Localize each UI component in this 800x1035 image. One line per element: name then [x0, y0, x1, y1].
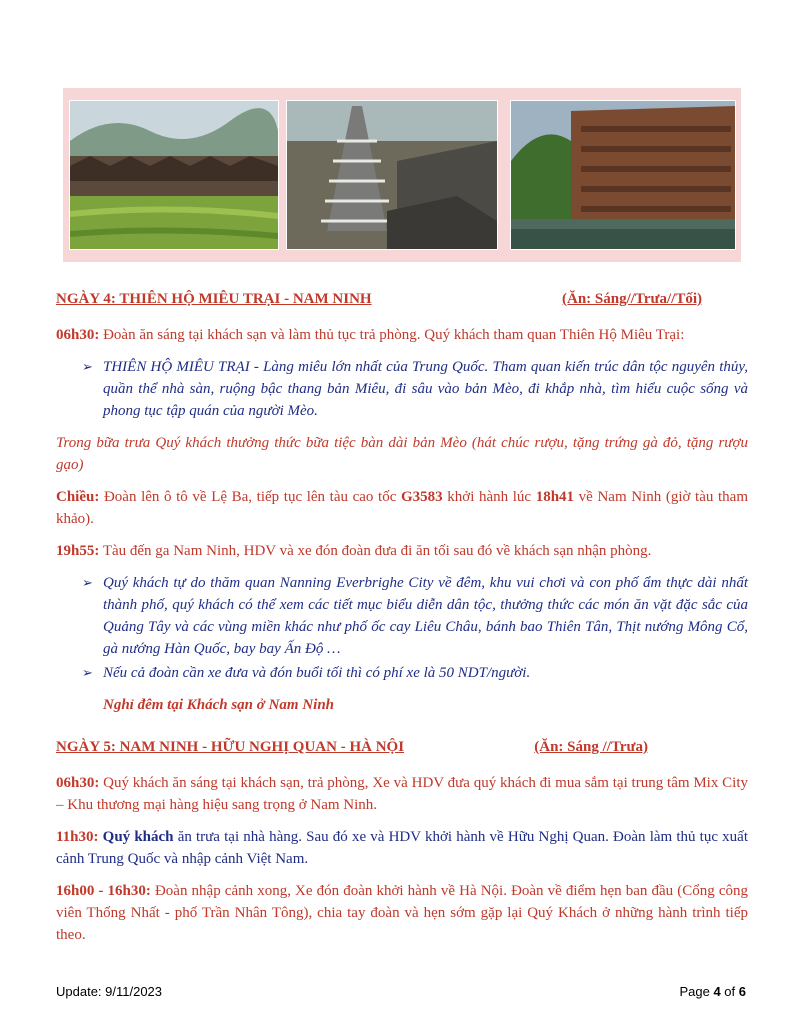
day5-heading: [56, 736, 748, 758]
village-terraces-photo: [69, 100, 279, 250]
day4-title: NGÀY 4: THIÊN HỘ MIÊU TRẠI - NAM NINH: [56, 291, 372, 307]
total-pages: 6: [738, 984, 746, 999]
day5-morning-paragraph: [56, 772, 748, 816]
day5-noon-paragraph: [56, 826, 748, 870]
arrow-bullet-icon: ➢: [82, 665, 93, 680]
arrow-bullet-icon: ➢: [82, 359, 93, 374]
paragraph-text: Đoàn nhập cảnh xong, Xe đón đoàn khởi hành về Hà Nội. Đoàn về điểm hẹn ban đầu (Cổng công viên Thống Nhất - phố Trần Nhân Tông), chia tay đoàn và hẹn sớm gặp lại Quý Khách ở những hành trình tiếp theo.: [56, 883, 748, 943]
riverside-stilt-houses-photo: [510, 100, 736, 250]
arrow-bullet-icon: ➢: [82, 575, 93, 590]
emphasis-text: Quý khách: [98, 829, 174, 845]
paragraph-text: Đoàn ăn sáng tại khách sạn và làm thủ tục trả phòng. Quý khách tham quan Thiên Hộ Miêu Trại:: [99, 327, 685, 343]
photo-strip: [63, 88, 741, 262]
list-item-text: Quý khách tự do thăm quan Nanning Everbrighe City về đêm, khu vui chơi và con phố ẩm thực dài nhất thành phố, quý khách có thể xem các tiết mục biểu diễn dân tộc, thưởng thức các món ăn vặt đặc sắc của Quảng Tây và các vùng miền khác như phố ốc cay Liêu Châu, bánh bao Thiên Tân, Thịt nướng Mông Cổ, gà nướng Hàn Quốc, bay bay Ấn Độ …: [103, 575, 748, 657]
day4-overnight-note: Nghỉ đêm tại Khách sạn ở Nam Ninh: [103, 697, 335, 713]
drum-tower-photo: [286, 100, 498, 250]
paragraph-text: về Nam Ninh (giờ tàu tham khảo).: [56, 489, 748, 527]
time-label: 06h30:: [56, 775, 100, 791]
time-label: 19h55:: [56, 543, 100, 559]
departure-time: 18h41: [535, 489, 575, 505]
time-label: 06h30:: [56, 327, 100, 343]
paragraph-text: ăn trưa tại nhà hàng. Sau đó xe và HDV khởi hành về Hữu Nghị Quan. Đoàn làm thủ tục xuất cảnh Trung Quốc và nhập cảnh Việt Nam.: [56, 829, 748, 867]
page-of: of: [720, 984, 739, 999]
paragraph-text: khởi hành lúc: [442, 489, 536, 505]
day4-lunch-note: Trong bữa trưa Quý khách thưởng thức bữa tiệc bàn dài bản Mèo (hát chúc rượu, tặng trứng gà đỏ, tặng rượu gạo): [56, 435, 748, 473]
day5-afternoon-paragraph: [56, 880, 748, 946]
day4-bullet-list-2: [56, 572, 748, 684]
train-code: G3583: [400, 489, 443, 505]
list-item-text: Nếu cả đoàn cần xe đưa và đón buổi tối thì có phí xe là 50 NDT/người.: [103, 665, 531, 681]
day4-morning-paragraph: [56, 324, 748, 346]
current-page: 4: [713, 984, 721, 999]
time-label: 16h00 - 16h30:: [56, 883, 151, 899]
list-item: [56, 356, 748, 422]
list-item: [56, 662, 748, 684]
time-label: Chiều:: [56, 489, 100, 505]
day4-bullet-list-1: [56, 356, 748, 422]
list-item-text: THIÊN HỘ MIÊU TRẠI - Làng miêu lớn nhất của Trung Quốc. Tham quan kiến trúc dân tộc nguyên thủy, quần thể nhà sàn, ruộng bậc thang bản Miêu, đi sâu vào bản Mèo, đi khắp nhà, tìm hiểu cuộc sống và phong tục tập quán của người Mèo.: [103, 359, 748, 419]
day4-meals: (Ăn: Sáng//Trưa//Tối): [562, 291, 702, 307]
itinerary-content: [56, 288, 748, 956]
day5-title: NGÀY 5: NAM NINH - HỮU NGHỊ QUAN - HÀ NỘI: [56, 739, 405, 755]
page-prefix: Page: [679, 984, 714, 999]
day4-afternoon-paragraph: [56, 486, 748, 530]
paragraph-text: Tàu đến ga Nam Ninh, HDV và xe đón đoàn đưa đi ăn tối sau đó về khách sạn nhận phòng.: [99, 543, 652, 559]
page-number: [679, 984, 746, 999]
day5-meals: (Ăn: Sáng //Trưa): [534, 739, 648, 755]
time-label: 11h30:: [56, 829, 99, 845]
day4-heading: [56, 288, 748, 310]
update-date: Update: 9/11/2023: [56, 984, 163, 999]
page-footer: [56, 984, 746, 999]
list-item: [56, 572, 748, 660]
paragraph-text: Quý khách ăn sáng tại khách sạn, trả phòng, Xe và HDV đưa quý khách đi mua sắm tại trung tâm Mix City – Khu thương mại hàng hiệu sang trọng ở Nam Ninh.: [56, 775, 748, 813]
paragraph-text: Đoàn lên ô tô về Lệ Ba, tiếp tục lên tàu cao tốc: [99, 489, 401, 505]
day4-evening-paragraph: [56, 540, 748, 562]
